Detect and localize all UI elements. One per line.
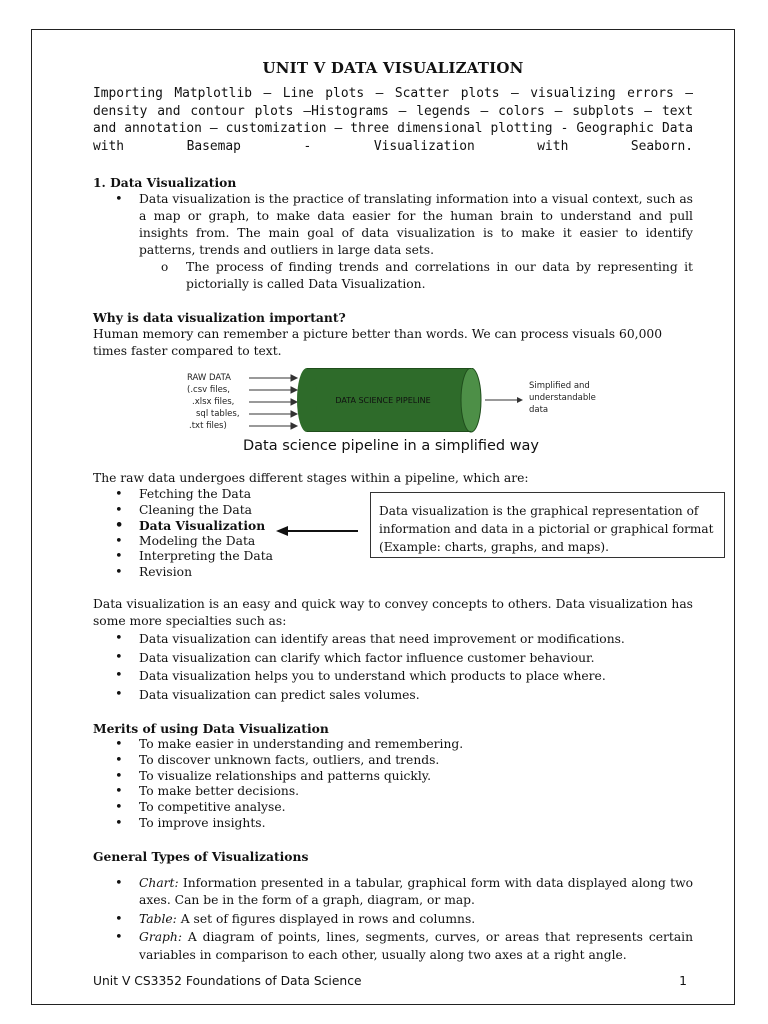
section-heading-why: Why is data visualization important? (93, 310, 346, 325)
why-paragraph: Human memory can remember a picture better than words. We can process visuals 60,000 times faster compared to text. (93, 327, 663, 358)
list-item: • Data visualization helps you to understand which products to place where. (93, 667, 693, 686)
pipeline-label: DATA SCIENCE PIPELINE (335, 396, 431, 405)
list-item: o The process of finding trends and correlations in our data by representing it pictorially is called Data Visualization. (93, 259, 693, 293)
stages-intro: The raw data undergoes different stages within a pipeline, which are: (93, 471, 529, 485)
list-item: • Cleaning the Data (93, 503, 693, 519)
section-heading-merits: Merits of using Data Visualization (93, 721, 329, 736)
types-list (93, 875, 693, 965)
term-desc: A diagram of points, lines, segments, curves, or areas that represents certain variables in comparison to each other, usually along two axes at a right angle. (139, 930, 693, 962)
raw-data-line: .xlsx files, (192, 397, 235, 407)
page-title: UNIT V DATA VISUALIZATION (262, 59, 524, 77)
diagram-caption: Data science pipeline in a simplified way (243, 438, 540, 454)
raw-data-line: (.csv files, (187, 385, 230, 395)
input-arrows (249, 375, 297, 429)
stages-section (93, 487, 714, 580)
output-line: Simplified and (529, 381, 590, 391)
list-item: • Data visualization is the practice of translating information into a visual context, such as a map or graph, to make data easier for the human brain to understand and pull insights from. The main goal of data visualization is to make it easier to identify patterns, trends and outliers in large data sets. (93, 191, 693, 259)
term-desc: Information presented in a tabular, graphical form with data displayed along two axes. Can be in the form of a graph, diagram, or map. (139, 875, 693, 908)
topics-list: Importing Matplotlib – Line plots – Scatter plots – visualizing errors – density and contour plots –Histograms – legends – colors – subplots – text and annotation – customization – three dimensional plotting - Geographic Data with Basemap - Visualization with Seaborn. (93, 86, 693, 154)
section1-list (93, 191, 693, 259)
list-item: • To competitive analyse. (93, 800, 693, 816)
left-arrow-icon (276, 525, 358, 537)
list-item: • To discover unknown facts, outliers, and trends. (93, 753, 693, 769)
definition-box: Data visualization is the graphical representation of information and data in a pictorial or graphical format (Example: charts, graphs, and maps). (370, 492, 725, 558)
list-item: • To make better decisions. (93, 784, 693, 800)
list-item (93, 929, 693, 964)
list-item: • Interpreting the Data (93, 549, 693, 565)
merits-list (93, 737, 693, 832)
term: Table: (139, 911, 177, 926)
specialties-list (93, 630, 693, 704)
term: Chart: (139, 875, 179, 890)
raw-data-line: .txt files) (189, 421, 227, 431)
list-item: • Data visualization can predict sales volumes. (93, 686, 693, 705)
list-item: • Fetching the Data (93, 487, 693, 503)
page-number: 1 (679, 974, 687, 988)
specialties-intro: Data visualization is an easy and quick way to convey concepts to others. Data visualization has some more specialties such as: (93, 597, 693, 628)
output-line: understandable (529, 393, 596, 403)
list-item: • Modeling the Data (93, 534, 693, 550)
pipeline-diagram (93, 368, 693, 470)
list-item: • Data Visualization (93, 518, 693, 534)
page-footer (93, 974, 687, 988)
output-arrow (485, 397, 523, 403)
section-heading-data-visualization: 1. Data Visualization (93, 175, 237, 190)
section-heading-types: General Types of Visualizations (93, 848, 309, 864)
term-desc: A set of figures displayed in rows and columns. (176, 911, 476, 926)
footer-text: Unit V CS3352 Foundations of Data Science (93, 974, 362, 988)
list-item: • Data visualization can clarify which factor influence customer behaviour. (93, 649, 693, 668)
list-item: • Revision (93, 565, 693, 581)
pipeline-cylinder (297, 368, 481, 432)
section1-sublist (93, 259, 693, 293)
list-item: • To improve insights. (93, 816, 693, 832)
raw-data-line: RAW DATA (187, 373, 231, 383)
term: Graph: (139, 930, 182, 945)
list-item (93, 875, 693, 910)
list-item: • Data visualization can identify areas that need improvement or modifications. (93, 630, 693, 649)
document-body (93, 59, 714, 965)
output-line: data (529, 405, 549, 415)
list-item: • To visualize relationships and patterns quickly. (93, 769, 693, 785)
list-item (93, 911, 693, 929)
raw-data-line: sql tables, (196, 409, 240, 419)
list-item: • To make easier in understanding and remembering. (93, 737, 693, 753)
